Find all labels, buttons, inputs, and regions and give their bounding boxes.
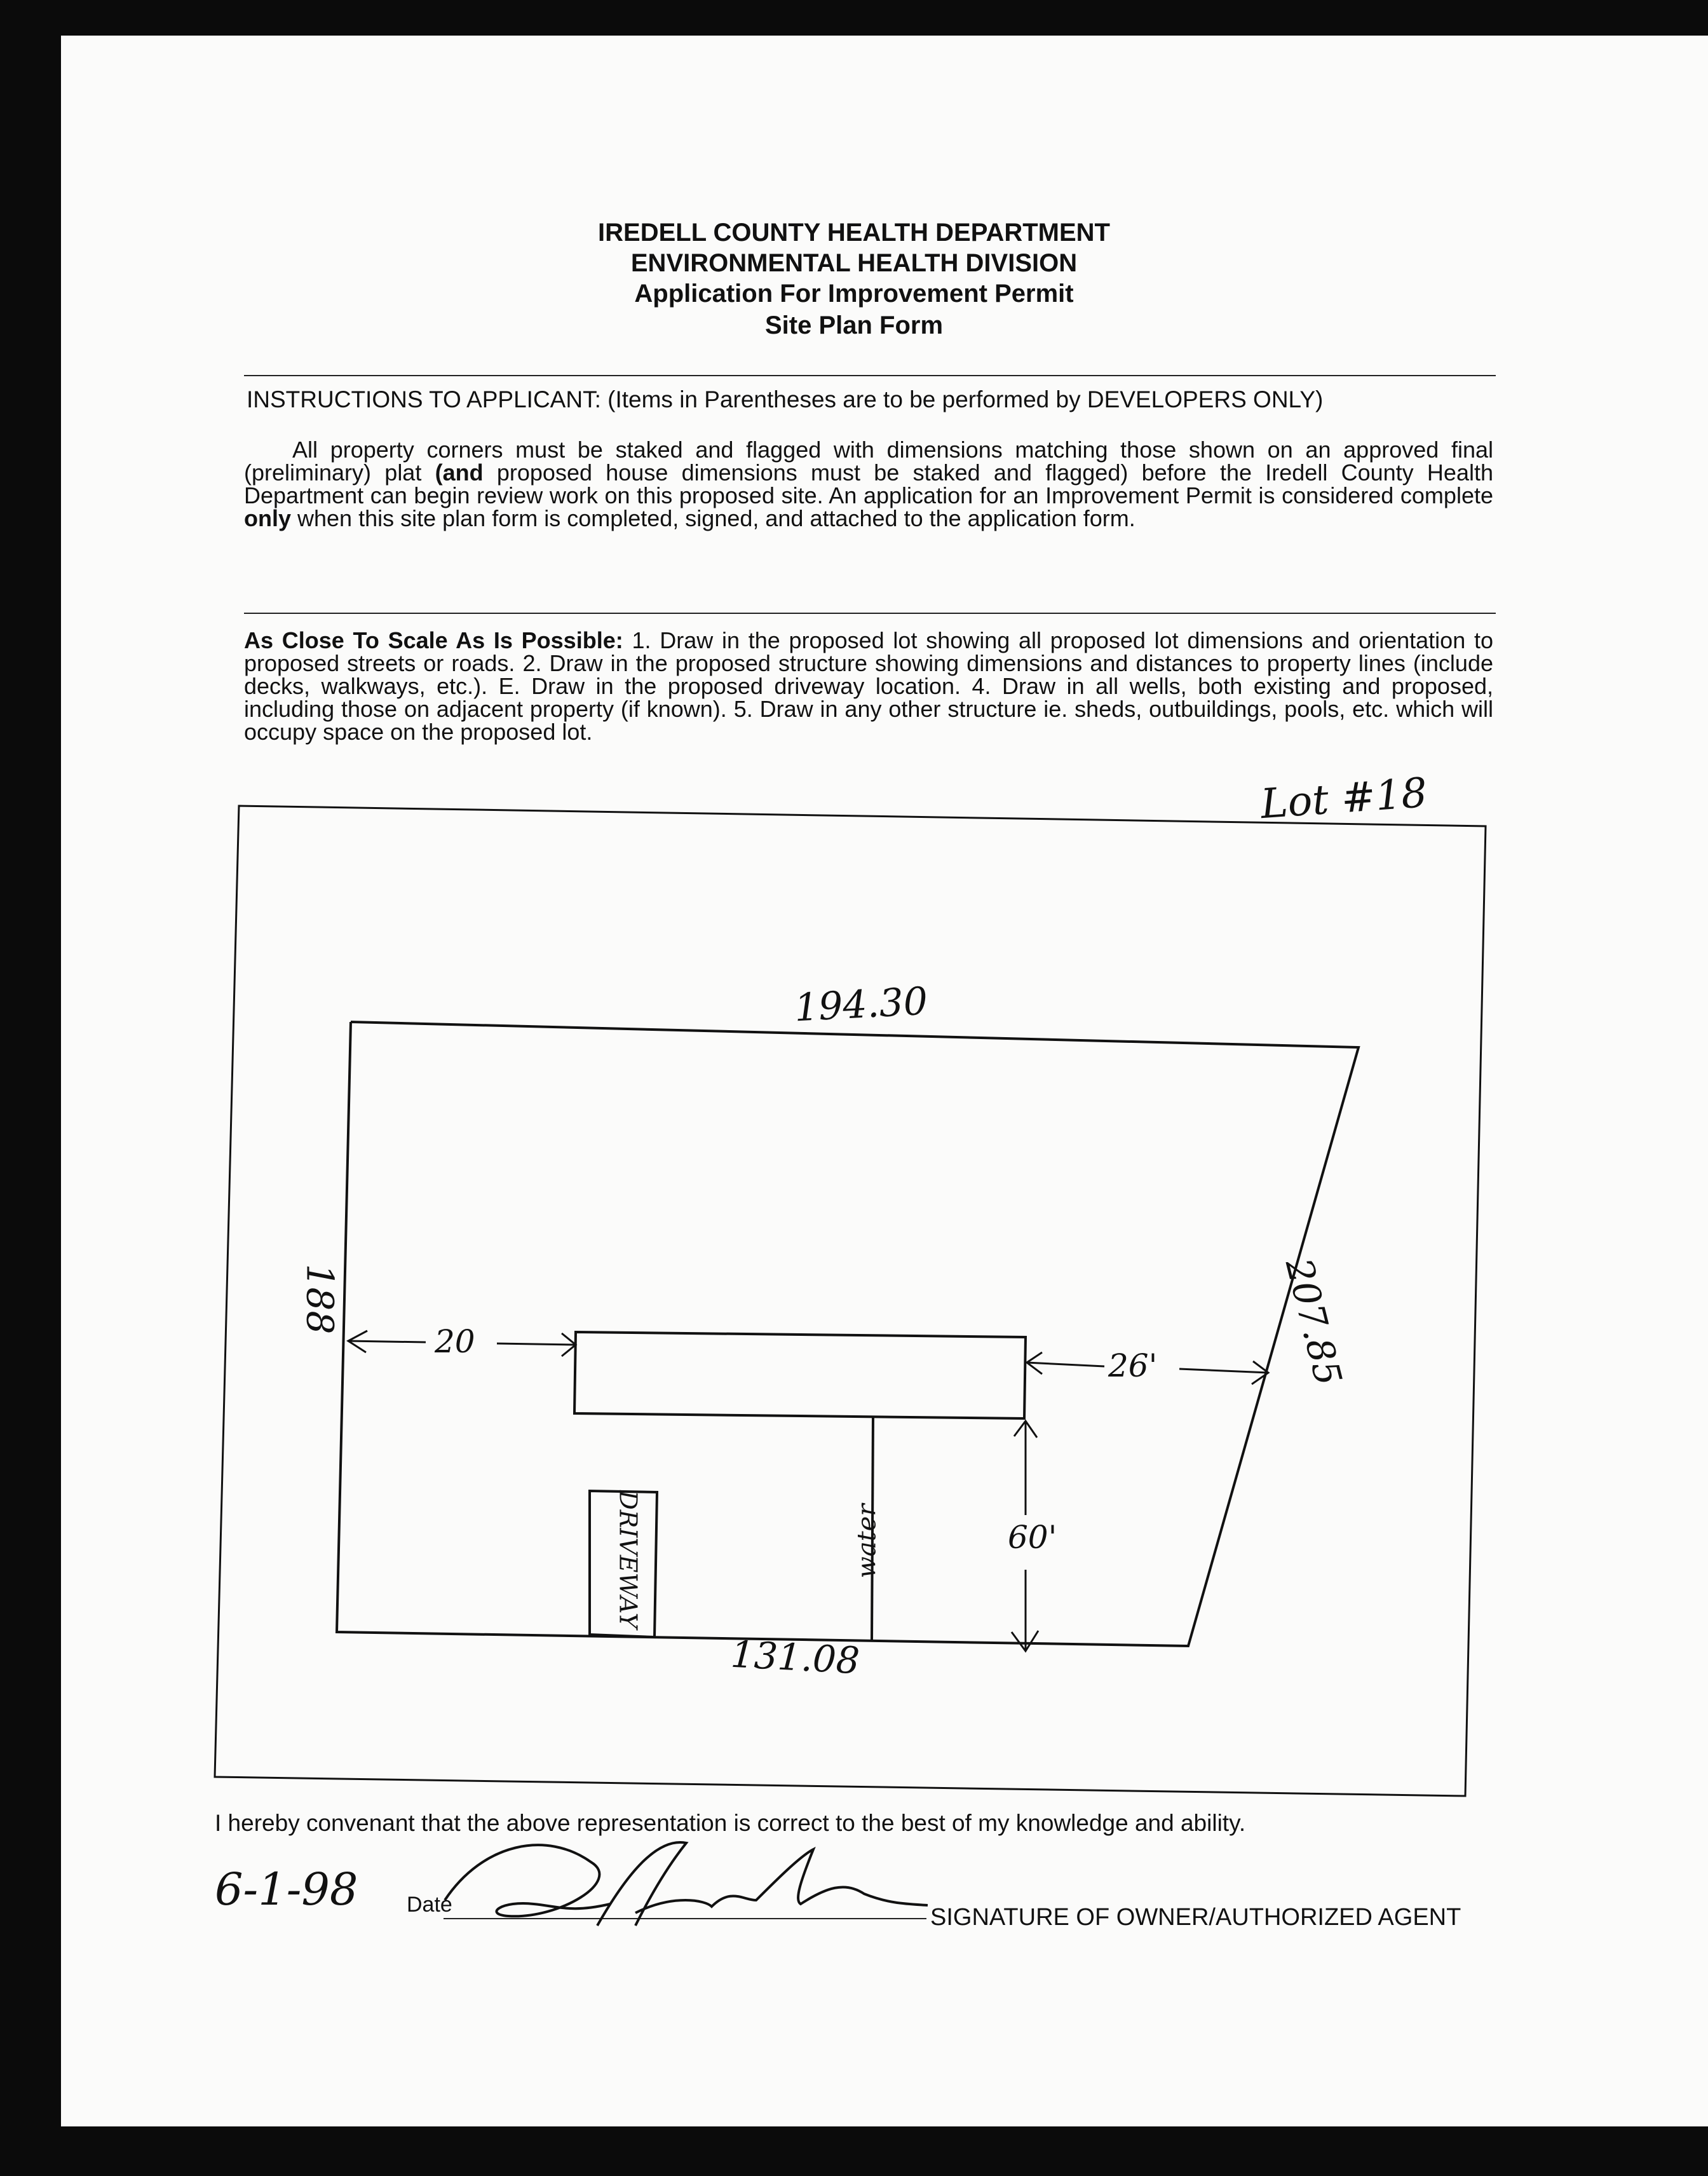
date-label: Date: [407, 1893, 452, 1917]
right-setback-label: 26': [1108, 1347, 1158, 1384]
form-title: Site Plan Form: [764, 311, 944, 339]
instructions-paragraph: All property corners must be staked and flagged with dimensions matching those shown on an approved final (preliminary) plat (and proposed house dimensions must be staked and flagged) before the Iredell County Health Department can begin review work on this proposed site. An application for an Improvement Permit is considered complete only when this site plan form is completed, signed, and attached to the application form.: [244, 437, 1493, 531]
division-title: ENVIRONMENTAL HEALTH DIVISION: [630, 249, 1078, 277]
department-title: IREDELL COUNTY HEALTH DEPARTMENT: [598, 219, 1110, 247]
left-dimension-label: 188: [298, 1263, 342, 1335]
left-setback-label: 20: [435, 1323, 475, 1360]
bottom-dimension-label: 131.08: [729, 1632, 861, 1683]
signature-label: SIGNATURE OF OWNER/AUTHORIZED AGENT: [930, 1904, 1461, 1931]
lot-number-label: Lot #18: [1259, 769, 1429, 829]
signature-scribble: [445, 1842, 928, 1926]
water-label: water: [852, 1504, 882, 1579]
scale-instructions: As Close To Scale As Is Possible: 1. Draw in the proposed lot showing all proposed lot dimensions and orientation to proposed streets or roads. 2. Draw in the proposed structure showing dimensions and distances to property lines (include decks, walkways, etc.). E. Draw in the proposed driveway location. 4. Draw in all wells, both existing and proposed, including those on adjacent property (if known). 5. Draw in any other structure ie. sheds, outbuildings, pools, etc. which will occupy space on the proposed lot.: [244, 627, 1493, 745]
application-title: Application For Improvement Permit: [634, 280, 1074, 308]
certification-statement: I hereby convenant that the above representation is correct to the best of my knowledge and ability.: [215, 1810, 1246, 1836]
driveway-label: DRIVEWAY: [614, 1490, 642, 1629]
top-dimension-label: 194.30: [793, 979, 929, 1031]
front-setback-label: 60': [1008, 1519, 1057, 1556]
instructions-title: INSTRUCTIONS TO APPLICANT: (Items in Parentheses are to be performed by DEVELOPERS ONLY): [247, 386, 1324, 412]
date-value: 6-1-98: [215, 1863, 358, 1915]
right-dimension-label: 207.85: [1277, 1254, 1351, 1390]
